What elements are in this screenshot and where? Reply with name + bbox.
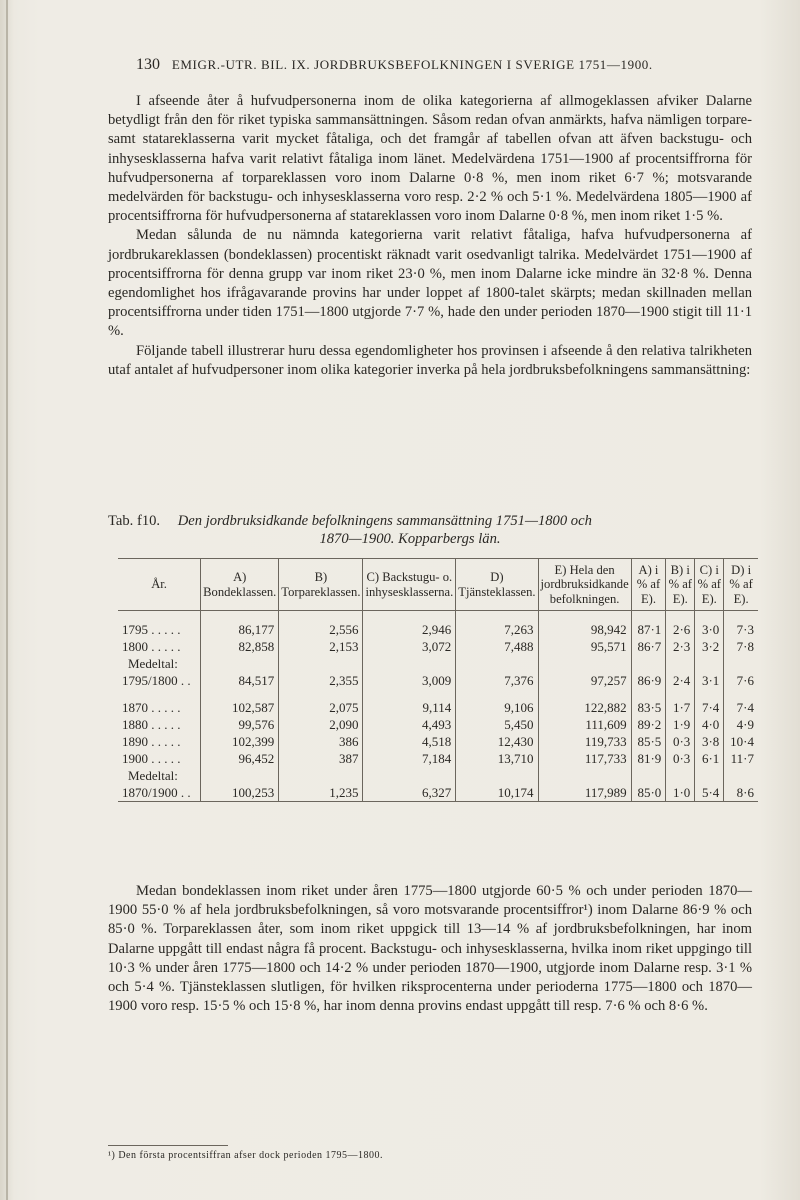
cell: 387 (279, 750, 363, 767)
cell: 2,556 (279, 621, 363, 638)
cell: 3·0 (695, 621, 724, 638)
column-header-d-pct: D) i % af E). (724, 559, 758, 611)
column-header-c-pct: C) i % af E). (695, 559, 724, 611)
paragraph: Följande tabell illustrerar huru dessa egendomligheter hos provinsen i afseende å den relativa talrikheten utaf antalet af hufvudpersoner inom olika kategorier inverka på hela jordbruksbefolkningens sammansättning: (108, 342, 752, 378)
cell: 1·0 (666, 784, 695, 802)
running-header (136, 56, 756, 74)
cell: 6,327 (363, 784, 456, 802)
table-row (118, 621, 758, 638)
table-spacer (118, 689, 758, 699)
cell: 86·9 (631, 672, 666, 689)
cell: 0·3 (666, 750, 695, 767)
cell: 97,257 (538, 672, 631, 689)
cell: 95,571 (538, 638, 631, 655)
cell: Medeltal: (128, 656, 178, 672)
cell: 1,235 (279, 784, 363, 802)
column-header-c: C) Backstugu- o. inhysesklasserna. (363, 559, 456, 611)
cell: 102,399 (201, 733, 279, 750)
cell: 1795/1800 . . (122, 673, 191, 689)
cell: 4,493 (363, 716, 456, 733)
cell: 84,517 (201, 672, 279, 689)
cell: 1870 . . . . . (122, 700, 181, 716)
cell: 117,989 (538, 784, 631, 802)
cell: 7·4 (724, 699, 758, 716)
cell: 86·7 (631, 638, 666, 655)
cell: 5·4 (695, 784, 724, 802)
cell: 9,106 (456, 699, 538, 716)
cell: 9,114 (363, 699, 456, 716)
cell: 2·3 (666, 638, 695, 655)
cell: 7,376 (456, 672, 538, 689)
running-title: EMIGR.-UTR. BIL. IX. JORDBRUKSBEFOLKNINGEN I SVERIGE 1751—1900. (171, 57, 653, 72)
cell: 85·5 (631, 733, 666, 750)
table-caption (108, 512, 752, 548)
table-row-label (118, 655, 758, 672)
cell: 81·9 (631, 750, 666, 767)
table-row (118, 638, 758, 655)
paragraph: I afseende åter å hufvudpersonerna inom de olika kategorierna af allmogeklassen afviker Dalarne betydligt från den för riket typiska sammansättningen. Såsom redan ofvan anmärkts, hafva nämligen torpare- samt statareklasserna varit mycket fåtaliga, och det framgår af tabellen ofvan att äfven backstugu- och inhysesklasserna hafva varit relativt fåtaliga inom länet. Medelvärdena 1751—1900 af procentsiffrorna för hufvudpersonerna af torpareklassen voro inom Dalarne 0·8 %, men inom riket 6·7 %; motsvarande medelvärden för backstugu- och inhysesklasserna voro resp. 2·2 % och 5·1 %. Medelvärdena 1805—1900 af procentsiffrorna för hufvudpersonerna af statareklassen voro inom Dalarne 0·8 %, men inom riket 1·5 %. (108, 93, 752, 225)
cell: Medeltal: (128, 768, 178, 784)
cell: 1870/1900 . . (118, 784, 201, 802)
cell: 87·1 (631, 621, 666, 638)
table-spacer (118, 611, 758, 622)
table-row (118, 750, 758, 767)
paragraph: Medan sålunda de nu nämnda kategorierna varit relativt fåtaliga, hafva hufvudpersonerna af jordbrukareklassen (bondeklassen) procentiskt räknadt varit osedvanligt talrika. Medelvärdet 1751—1900 af procentsiffrorna för denna grupp var inom riket 23·0 %, men inom Dalarne icke mindre än 32·8 %. Denna egendomlighet hos ifrågavarande provins har under loppet af 1800-talet skärpts; medan skillnaden mellan procentsiffrorna under tiden 1751—1800 utgjorde 7·7 %, hade den under perioden 1870—1900 stigit till 11·1 %. (108, 227, 752, 340)
cell: 4·0 (695, 716, 724, 733)
cell: 1800 . . . . . (122, 639, 181, 655)
table-row-label (118, 767, 758, 784)
cell: 6·1 (695, 750, 724, 767)
cell: 0·3 (666, 733, 695, 750)
cell: 111,609 (538, 716, 631, 733)
cell: 2,355 (279, 672, 363, 689)
cell: 7,184 (363, 750, 456, 767)
paragraph: Medan bondeklassen inom riket under åren 1775—1800 utgjorde 60·5 % och under perioden 1870—1900 55·0 % af hela jordbruksbefolkningen, så voro motsvarande procentsiffror¹) inom Dalarne 86·9 % och 85·0 %. Torpareklassen åter, som inom riket uppgick till 13—14 % af jordbruksbefolkningen, har inom Dalarne uppgått till endast några få procent. Backstugu- och inhysesklasserna, hvilka inom riket uppgingo till 10·3 % under åren 1775—1800 och 14·2 % under perioden 1870—1900, utgjorde inom Dalarne resp. 3·1 % och 5·4 %. Tjänsteklassen slutligen, för hvilken riksprocenterna under perioderna 1775—1800 och 1870—1900 voro resp. 15·5 % och 15·8 %, har inom denna provins endast uppgått till resp. 7·6 % och 8·6 %. (108, 883, 752, 1015)
cell: 3·1 (695, 672, 724, 689)
footnote: ¹) Den första procentsiffran afser dock perioden 1795—1800. (108, 1150, 384, 1161)
cell: 4·9 (724, 716, 758, 733)
cell: 3·8 (695, 733, 724, 750)
cell: 4,518 (363, 733, 456, 750)
cell: 96,452 (201, 750, 279, 767)
cell: 99,576 (201, 716, 279, 733)
data-table (118, 558, 758, 802)
cell: 7,488 (456, 638, 538, 655)
table-row (118, 733, 758, 750)
cell: 82,858 (201, 638, 279, 655)
cell: 98,942 (538, 621, 631, 638)
cell: 3·2 (695, 638, 724, 655)
page-binding-edge (6, 0, 8, 1200)
cell: 7·3 (724, 621, 758, 638)
table-header-row (118, 559, 758, 611)
cell: 10·4 (724, 733, 758, 750)
cell: 12,430 (456, 733, 538, 750)
cell: 86,177 (201, 621, 279, 638)
table-row (118, 784, 758, 802)
cell: 8·6 (724, 784, 758, 802)
cell: 3,009 (363, 672, 456, 689)
column-header-d: D) Tjänsteklassen. (456, 559, 538, 611)
column-header-year: År. (118, 559, 201, 611)
footnote-divider (108, 1145, 228, 1146)
column-header-b-pct: B) i % af E). (666, 559, 695, 611)
table-title-line-1: Den jordbruksidkande befolkningens sammansättning 1751—1800 och (177, 513, 592, 529)
cell: 1·7 (666, 699, 695, 716)
cell: 11·7 (724, 750, 758, 767)
cell: 85·0 (631, 784, 666, 802)
table-row (118, 672, 758, 689)
cell: 100,253 (201, 784, 279, 802)
cell: 3,072 (363, 638, 456, 655)
cell: 2,946 (363, 621, 456, 638)
table-row (118, 699, 758, 716)
cell: 13,710 (456, 750, 538, 767)
body-text-bottom (108, 882, 752, 1016)
cell: 386 (279, 733, 363, 750)
cell: 2,075 (279, 699, 363, 716)
cell: 117,733 (538, 750, 631, 767)
cell: 2,153 (279, 638, 363, 655)
cell: 122,882 (538, 699, 631, 716)
cell: 119,733 (538, 733, 631, 750)
cell: 2·4 (666, 672, 695, 689)
column-header-b: B) Torpareklassen. (279, 559, 363, 611)
cell: 7·8 (724, 638, 758, 655)
cell: 1880 . . . . . (122, 717, 181, 733)
cell: 7·4 (695, 699, 724, 716)
column-header-a: A) Bondeklassen. (201, 559, 279, 611)
page-number: 130 (136, 56, 160, 73)
cell: 5,450 (456, 716, 538, 733)
cell: 1890 . . . . . (122, 734, 181, 750)
cell: 2·6 (666, 621, 695, 638)
table-label: Tab. f10. (108, 513, 161, 529)
table-row (118, 716, 758, 733)
cell: 1900 . . . . . (122, 751, 181, 767)
cell: 7·6 (724, 672, 758, 689)
cell: 2,090 (279, 716, 363, 733)
cell: 89·2 (631, 716, 666, 733)
cell: 83·5 (631, 699, 666, 716)
cell: 102,587 (201, 699, 279, 716)
body-text-top (108, 92, 752, 380)
table-title-line-2: 1870—1900. Kopparbergs län. (319, 531, 501, 547)
column-header-a-pct: A) i % af E). (631, 559, 666, 611)
cell: 1·9 (666, 716, 695, 733)
column-header-e: E) Hela den jordbruksidkande befolkningen. (538, 559, 631, 611)
cell: 7,263 (456, 621, 538, 638)
cell: 1795 . . . . . (122, 622, 181, 638)
cell: 10,174 (456, 784, 538, 802)
